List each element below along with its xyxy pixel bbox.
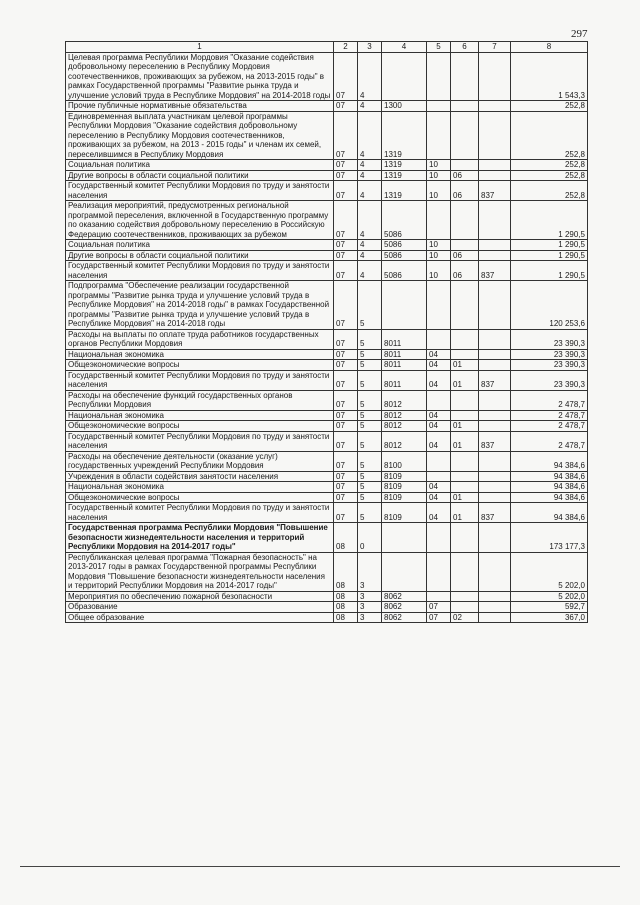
code-cell-program: 5 <box>358 431 382 451</box>
code-cell-department <box>479 612 511 623</box>
code-cell-target-item: 8012 <box>382 421 427 432</box>
code-cell-program: 5 <box>358 451 382 471</box>
row-name-cell: Национальная экономика <box>66 349 334 360</box>
code-cell-target-item: 8109 <box>382 503 427 523</box>
table-row <box>66 552 588 591</box>
column-header: 4 <box>382 42 427 53</box>
code-cell-department <box>479 250 511 261</box>
code-cell-program: 4 <box>358 170 382 181</box>
column-header: 1 <box>66 42 334 53</box>
amount-cell: 1 290,5 <box>511 201 588 240</box>
code-cell-section <box>427 201 451 240</box>
column-header: 6 <box>451 42 479 53</box>
code-cell-target-item: 8062 <box>382 602 427 613</box>
column-header: 2 <box>334 42 358 53</box>
code-cell-section: 10 <box>427 160 451 171</box>
code-cell-subsection <box>451 591 479 602</box>
amount-cell: 2 478,7 <box>511 421 588 432</box>
code-cell-program: 4 <box>358 261 382 281</box>
code-cell-section <box>427 471 451 482</box>
table-row <box>66 410 588 421</box>
code-cell-ministry: 07 <box>334 370 358 390</box>
table-row <box>66 170 588 181</box>
row-name-cell: Другие вопросы в области социальной политики <box>66 250 334 261</box>
code-cell-section: 10 <box>427 170 451 181</box>
table-row <box>66 160 588 171</box>
table-row <box>66 201 588 240</box>
code-cell-department <box>479 410 511 421</box>
code-cell-target-item: 8012 <box>382 390 427 410</box>
code-cell-section: 10 <box>427 240 451 251</box>
row-name-cell: Государственная программа Республики Мордовия "Повышение безопасности жизнедеятельности населения и территорий Республики Мордовия на 2014-2017 годы" <box>66 523 334 553</box>
code-cell-subsection: 06 <box>451 181 479 201</box>
amount-cell: 1 290,5 <box>511 261 588 281</box>
row-name-cell: Национальная экономика <box>66 410 334 421</box>
table-row <box>66 451 588 471</box>
row-name-cell: Государственный комитет Республики Мордовия по труду и занятости населения <box>66 503 334 523</box>
code-cell-section: 04 <box>427 492 451 503</box>
amount-cell: 5 202,0 <box>511 552 588 591</box>
code-cell-target-item: 1319 <box>382 160 427 171</box>
code-cell-target-item: 8012 <box>382 410 427 421</box>
row-name-cell: Учреждения в области содействия занятости населения <box>66 471 334 482</box>
code-cell-department <box>479 160 511 171</box>
table-row <box>66 523 588 553</box>
code-cell-program: 5 <box>358 370 382 390</box>
code-cell-target-item <box>382 281 427 330</box>
code-cell-target-item: 5086 <box>382 250 427 261</box>
code-cell-ministry: 08 <box>334 612 358 623</box>
row-name-cell: Государственный комитет Республики Мордовия по труду и занятости населения <box>66 181 334 201</box>
amount-cell: 592,7 <box>511 602 588 613</box>
code-cell-target-item <box>382 552 427 591</box>
amount-cell: 94 384,6 <box>511 492 588 503</box>
code-cell-target-item: 8109 <box>382 471 427 482</box>
code-cell-department <box>479 421 511 432</box>
amount-cell: 2 478,7 <box>511 410 588 421</box>
table-row <box>66 111 588 160</box>
code-cell-ministry: 07 <box>334 261 358 281</box>
code-cell-subsection: 02 <box>451 612 479 623</box>
amount-cell: 120 253,6 <box>511 281 588 330</box>
code-cell-program: 4 <box>358 240 382 251</box>
code-cell-subsection <box>451 602 479 613</box>
code-cell-program: 4 <box>358 201 382 240</box>
code-cell-program: 0 <box>358 523 382 553</box>
budget-table-container <box>65 41 588 623</box>
code-cell-program: 3 <box>358 612 382 623</box>
code-cell-target-item: 8109 <box>382 492 427 503</box>
code-cell-program: 4 <box>358 52 382 101</box>
code-cell-section <box>427 591 451 602</box>
table-row <box>66 370 588 390</box>
code-cell-section: 10 <box>427 181 451 201</box>
code-cell-department <box>479 482 511 493</box>
code-cell-subsection: 01 <box>451 370 479 390</box>
code-cell-program: 5 <box>358 281 382 330</box>
code-cell-ministry: 07 <box>334 410 358 421</box>
code-cell-ministry: 07 <box>334 329 358 349</box>
code-cell-department: 837 <box>479 370 511 390</box>
table-row <box>66 52 588 101</box>
row-name-cell: Общеэкономические вопросы <box>66 492 334 503</box>
code-cell-subsection <box>451 52 479 101</box>
code-cell-department <box>479 329 511 349</box>
code-cell-target-item: 1319 <box>382 170 427 181</box>
code-cell-department <box>479 492 511 503</box>
row-name-cell: Расходы на выплаты по оплате труда работников государственных органов Республики Мордовия <box>66 329 334 349</box>
code-cell-target-item: 8109 <box>382 482 427 493</box>
code-cell-ministry: 07 <box>334 360 358 371</box>
code-cell-target-item: 5086 <box>382 240 427 251</box>
code-cell-department <box>479 471 511 482</box>
code-cell-department <box>479 552 511 591</box>
column-header: 5 <box>427 42 451 53</box>
row-name-cell: Социальная политика <box>66 160 334 171</box>
row-name-cell: Образование <box>66 602 334 613</box>
code-cell-section <box>427 111 451 160</box>
budget-table <box>65 41 588 623</box>
code-cell-department: 837 <box>479 261 511 281</box>
code-cell-ministry: 08 <box>334 602 358 613</box>
amount-cell: 252,8 <box>511 111 588 160</box>
code-cell-section <box>427 101 451 112</box>
code-cell-department <box>479 591 511 602</box>
code-cell-subsection <box>451 390 479 410</box>
code-cell-program: 5 <box>358 360 382 371</box>
code-cell-subsection <box>451 410 479 421</box>
code-cell-subsection <box>451 523 479 553</box>
table-row <box>66 421 588 432</box>
code-cell-section: 10 <box>427 261 451 281</box>
row-name-cell: Общеэкономические вопросы <box>66 360 334 371</box>
code-cell-program: 3 <box>358 602 382 613</box>
column-header: 3 <box>358 42 382 53</box>
amount-cell: 23 390,3 <box>511 360 588 371</box>
code-cell-program: 4 <box>358 160 382 171</box>
code-cell-section: 07 <box>427 612 451 623</box>
table-row <box>66 360 588 371</box>
code-cell-program: 5 <box>358 503 382 523</box>
code-cell-subsection <box>451 482 479 493</box>
row-name-cell: Мероприятия по обеспечению пожарной безопасности <box>66 591 334 602</box>
code-cell-department <box>479 201 511 240</box>
code-cell-target-item: 8011 <box>382 349 427 360</box>
row-name-cell: Реализация мероприятий, предусмотренных региональной программой переселения, включенной в Государственную программу по оказанию содействия добровольному переселению в Российскую Федерацию соотечественников, проживающих за рубежом <box>66 201 334 240</box>
row-name-cell: Национальная экономика <box>66 482 334 493</box>
code-cell-ministry: 07 <box>334 240 358 251</box>
code-cell-ministry: 07 <box>334 482 358 493</box>
table-row <box>66 492 588 503</box>
code-cell-section: 04 <box>427 360 451 371</box>
code-cell-target-item: 8011 <box>382 360 427 371</box>
code-cell-ministry: 07 <box>334 201 358 240</box>
code-cell-target-item: 8100 <box>382 451 427 471</box>
code-cell-department <box>479 451 511 471</box>
column-header: 7 <box>479 42 511 53</box>
code-cell-ministry: 07 <box>334 250 358 261</box>
code-cell-subsection: 06 <box>451 170 479 181</box>
row-name-cell: Подпрограмма "Обеспечение реализации государственной программы "Развитие рынка труда и улучшение условий труда в Республике Мордовия" на 2014-2018 годы" в рамках Государственной программы "Развитие рынка труда и улучшение условий труда в Республике Мордовия" на 2014-2018 годы <box>66 281 334 330</box>
code-cell-target-item: 8011 <box>382 370 427 390</box>
code-cell-department <box>479 52 511 101</box>
code-cell-ministry: 07 <box>334 492 358 503</box>
table-row <box>66 482 588 493</box>
code-cell-section: 10 <box>427 250 451 261</box>
table-row <box>66 101 588 112</box>
code-cell-department: 837 <box>479 503 511 523</box>
amount-cell: 252,8 <box>511 160 588 171</box>
code-cell-department <box>479 240 511 251</box>
table-row <box>66 329 588 349</box>
amount-cell: 173 177,3 <box>511 523 588 553</box>
code-cell-section: 07 <box>427 602 451 613</box>
code-cell-program: 5 <box>358 421 382 432</box>
code-cell-department <box>479 602 511 613</box>
table-row <box>66 390 588 410</box>
code-cell-subsection <box>451 329 479 349</box>
code-cell-target-item: 8062 <box>382 612 427 623</box>
code-cell-department: 837 <box>479 431 511 451</box>
code-cell-section: 04 <box>427 482 451 493</box>
code-cell-subsection <box>451 552 479 591</box>
amount-cell: 94 384,6 <box>511 503 588 523</box>
code-cell-subsection <box>451 111 479 160</box>
column-header: 8 <box>511 42 588 53</box>
code-cell-ministry: 07 <box>334 451 358 471</box>
code-cell-department <box>479 111 511 160</box>
code-cell-program: 3 <box>358 591 382 602</box>
code-cell-program: 5 <box>358 471 382 482</box>
code-cell-department <box>479 349 511 360</box>
code-cell-subsection: 06 <box>451 250 479 261</box>
code-cell-ministry: 07 <box>334 281 358 330</box>
code-cell-subsection <box>451 349 479 360</box>
code-cell-ministry: 07 <box>334 431 358 451</box>
code-cell-program: 5 <box>358 329 382 349</box>
code-cell-subsection: 01 <box>451 431 479 451</box>
code-cell-ministry: 07 <box>334 181 358 201</box>
code-cell-ministry: 07 <box>334 101 358 112</box>
code-cell-target-item: 1300 <box>382 101 427 112</box>
code-cell-section <box>427 552 451 591</box>
row-name-cell: Социальная политика <box>66 240 334 251</box>
row-name-cell: Расходы на обеспечение деятельности (оказание услуг) государственных учреждений Республики Мордовия <box>66 451 334 471</box>
code-cell-program: 4 <box>358 101 382 112</box>
code-cell-subsection <box>451 281 479 330</box>
amount-cell: 2 478,7 <box>511 390 588 410</box>
row-name-cell: Государственный комитет Республики Мордовия по труду и занятости населения <box>66 261 334 281</box>
code-cell-subsection <box>451 101 479 112</box>
amount-cell: 23 390,3 <box>511 329 588 349</box>
code-cell-ministry: 07 <box>334 471 358 482</box>
amount-cell: 1 290,5 <box>511 250 588 261</box>
amount-cell: 23 390,3 <box>511 370 588 390</box>
table-body <box>66 52 588 623</box>
code-cell-subsection <box>451 240 479 251</box>
table-row <box>66 612 588 623</box>
amount-cell: 252,8 <box>511 181 588 201</box>
code-cell-section: 04 <box>427 410 451 421</box>
code-cell-subsection: 01 <box>451 503 479 523</box>
code-cell-section: 04 <box>427 370 451 390</box>
row-name-cell: Расходы на обеспечение функций государственных органов Республики Мордовия <box>66 390 334 410</box>
row-name-cell: Другие вопросы в области социальной политики <box>66 170 334 181</box>
code-cell-department <box>479 170 511 181</box>
code-cell-program: 5 <box>358 410 382 421</box>
row-name-cell: Общее образование <box>66 612 334 623</box>
code-cell-subsection: 01 <box>451 492 479 503</box>
code-cell-section <box>427 281 451 330</box>
code-cell-ministry: 07 <box>334 170 358 181</box>
code-cell-ministry: 07 <box>334 52 358 101</box>
code-cell-ministry: 07 <box>334 111 358 160</box>
table-row <box>66 181 588 201</box>
code-cell-program: 5 <box>358 349 382 360</box>
row-name-cell: Государственный комитет Республики Мордовия по труду и занятости населения <box>66 370 334 390</box>
code-cell-department <box>479 523 511 553</box>
table-row <box>66 349 588 360</box>
code-cell-program: 3 <box>358 552 382 591</box>
amount-cell: 5 202,0 <box>511 591 588 602</box>
code-cell-section: 04 <box>427 431 451 451</box>
code-cell-target-item: 8012 <box>382 431 427 451</box>
amount-cell: 94 384,6 <box>511 471 588 482</box>
code-cell-department <box>479 281 511 330</box>
code-cell-target-item: 1319 <box>382 111 427 160</box>
code-cell-section <box>427 390 451 410</box>
amount-cell: 2 478,7 <box>511 431 588 451</box>
code-cell-program: 5 <box>358 390 382 410</box>
amount-cell: 367,0 <box>511 612 588 623</box>
code-cell-subsection <box>451 471 479 482</box>
code-cell-target-item: 1319 <box>382 181 427 201</box>
code-cell-section <box>427 451 451 471</box>
amount-cell: 23 390,3 <box>511 349 588 360</box>
table-row <box>66 431 588 451</box>
table-row <box>66 281 588 330</box>
table-row <box>66 503 588 523</box>
code-cell-ministry: 08 <box>334 523 358 553</box>
code-cell-program: 4 <box>358 111 382 160</box>
code-cell-target-item: 8062 <box>382 591 427 602</box>
code-cell-subsection <box>451 160 479 171</box>
code-cell-department <box>479 101 511 112</box>
code-cell-ministry: 07 <box>334 390 358 410</box>
code-cell-department <box>479 390 511 410</box>
code-cell-program: 4 <box>358 250 382 261</box>
code-cell-subsection <box>451 451 479 471</box>
code-cell-department: 837 <box>479 181 511 201</box>
code-cell-target-item: 5086 <box>382 261 427 281</box>
amount-cell: 252,8 <box>511 170 588 181</box>
code-cell-ministry: 07 <box>334 421 358 432</box>
code-cell-section: 04 <box>427 503 451 523</box>
table-row <box>66 602 588 613</box>
row-name-cell: Целевая программа Республики Мордовия "Оказание содействия добровольному переселению в Республику Мордовия соотечественников, проживающих за рубежом, на 2013-2015 годы" в рамках Государственной программы "Развитие рынка труда и улучшение условий труда в Республике Мордовия" на 2014-2018 годы <box>66 52 334 101</box>
amount-cell: 1 543,3 <box>511 52 588 101</box>
code-cell-ministry: 08 <box>334 552 358 591</box>
page-bottom-rule <box>20 866 620 867</box>
code-cell-ministry: 08 <box>334 591 358 602</box>
table-header-row <box>66 42 588 53</box>
code-cell-subsection: 01 <box>451 360 479 371</box>
table-row <box>66 591 588 602</box>
code-cell-ministry: 07 <box>334 503 358 523</box>
code-cell-program: 5 <box>358 482 382 493</box>
code-cell-department <box>479 360 511 371</box>
row-name-cell: Государственный комитет Республики Мордовия по труду и занятости населения <box>66 431 334 451</box>
code-cell-section <box>427 523 451 553</box>
code-cell-section: 04 <box>427 349 451 360</box>
amount-cell: 252,8 <box>511 101 588 112</box>
page-number: 297 <box>571 28 588 40</box>
row-name-cell: Прочие публичные нормативные обязательства <box>66 101 334 112</box>
code-cell-target-item: 5086 <box>382 201 427 240</box>
amount-cell: 94 384,6 <box>511 482 588 493</box>
code-cell-target-item <box>382 52 427 101</box>
amount-cell: 1 290,5 <box>511 240 588 251</box>
code-cell-section <box>427 52 451 101</box>
code-cell-subsection: 06 <box>451 261 479 281</box>
table-row <box>66 471 588 482</box>
row-name-cell: Единовременная выплата участникам целевой программы Республики Мордовия "Оказание содействия добровольному переселению в Республику Мордовия соотечественников, проживающих за рубежом, на 2013 - 2015 годы" и членам их семей, переселившимся в Республику Мордовия <box>66 111 334 160</box>
amount-cell: 94 384,6 <box>511 451 588 471</box>
code-cell-subsection: 01 <box>451 421 479 432</box>
table-row <box>66 261 588 281</box>
code-cell-subsection <box>451 201 479 240</box>
table-row <box>66 250 588 261</box>
code-cell-program: 4 <box>358 181 382 201</box>
code-cell-target-item <box>382 523 427 553</box>
table-row <box>66 240 588 251</box>
code-cell-ministry: 07 <box>334 349 358 360</box>
code-cell-program: 5 <box>358 492 382 503</box>
code-cell-section: 04 <box>427 421 451 432</box>
row-name-cell: Республиканская целевая программа "Пожарная безопасность" на 2013-2017 годы в рамках Государственной программы Республики Мордовия "Повышение безопасности жизнедеятельности населения и территорий Республики Мордовия на 2014-2017 годы" <box>66 552 334 591</box>
code-cell-section <box>427 329 451 349</box>
row-name-cell: Общеэкономические вопросы <box>66 421 334 432</box>
code-cell-target-item: 8011 <box>382 329 427 349</box>
code-cell-ministry: 07 <box>334 160 358 171</box>
